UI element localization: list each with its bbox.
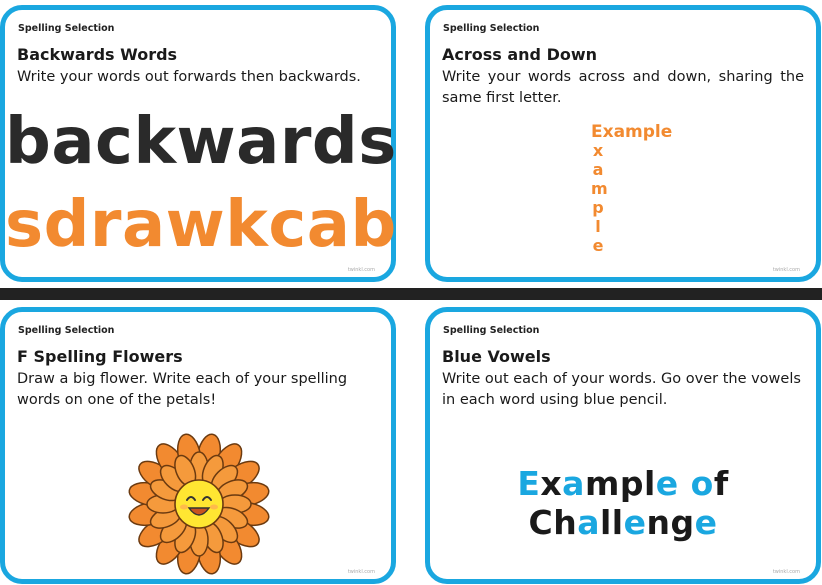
consonant-letter: l xyxy=(643,464,656,503)
vowel-letter: a xyxy=(562,464,585,503)
consonant-letter: h xyxy=(553,503,578,542)
consonant-letter: x xyxy=(540,464,563,503)
smiling-flower-icon xyxy=(125,430,273,578)
card-across-and-down xyxy=(425,5,821,282)
consonant-letter: C xyxy=(528,503,554,542)
consonant-letter: g xyxy=(670,503,695,542)
example-word-grid xyxy=(591,123,672,255)
card-backwards-words xyxy=(0,5,396,282)
vowel-letter: e xyxy=(655,464,679,503)
card-category: Spelling Selection xyxy=(443,23,540,34)
card-description: Draw a big flower. Write each of your spelling words on one of the petals! xyxy=(17,371,348,408)
consonant-letter: m xyxy=(584,464,620,503)
footer-mark: twinkl.com xyxy=(347,267,375,273)
footer-mark: twinkl.com xyxy=(772,569,800,575)
backward-word: sdrawkcab xyxy=(5,188,397,262)
card-description: Write out each of your words. Go over the vowels in each word using blue pencil. xyxy=(442,371,801,408)
consonant-letter: f xyxy=(713,464,729,503)
divider-bar xyxy=(0,288,822,300)
card-category: Spelling Selection xyxy=(18,325,115,336)
across-word: Example xyxy=(591,122,673,142)
card-title: Blue Vowels xyxy=(442,347,551,366)
footer-mark: twinkl.com xyxy=(347,569,375,575)
footer-mark: twinkl.com xyxy=(772,267,800,273)
consonant-letter: n xyxy=(646,503,671,542)
forward-word: backwards xyxy=(5,105,397,179)
down-letter: e xyxy=(592,236,604,255)
card-spelling-flowers xyxy=(0,307,396,584)
card-title: F Spelling Flowers xyxy=(17,347,183,366)
vowel-letter: a xyxy=(577,503,600,542)
down-letter: p xyxy=(592,198,604,217)
down-letter: a xyxy=(592,160,604,179)
consonant-letter: l xyxy=(611,503,624,542)
card-description: Write your words across and down, sharing the same first letter. xyxy=(442,69,804,106)
vowel-letter: o xyxy=(690,464,714,503)
down-letter: l xyxy=(595,217,601,236)
card-category: Spelling Selection xyxy=(18,23,115,34)
down-letter: m xyxy=(591,179,608,198)
vowel-letter: e xyxy=(694,503,718,542)
card-description: Write your words out forwards then backwards. xyxy=(17,69,361,85)
consonant-letter: l xyxy=(599,503,612,542)
card-blue-vowels xyxy=(425,307,821,584)
challenge-example-text xyxy=(430,464,816,542)
card-title: Across and Down xyxy=(442,45,598,64)
consonant-letter: p xyxy=(619,464,644,503)
vowel-letter: e xyxy=(623,503,647,542)
vowel-letter: E xyxy=(517,464,541,503)
card-title: Backwards Words xyxy=(17,45,178,64)
card-category: Spelling Selection xyxy=(443,325,540,336)
down-letter: x xyxy=(592,141,604,160)
space xyxy=(679,464,691,503)
